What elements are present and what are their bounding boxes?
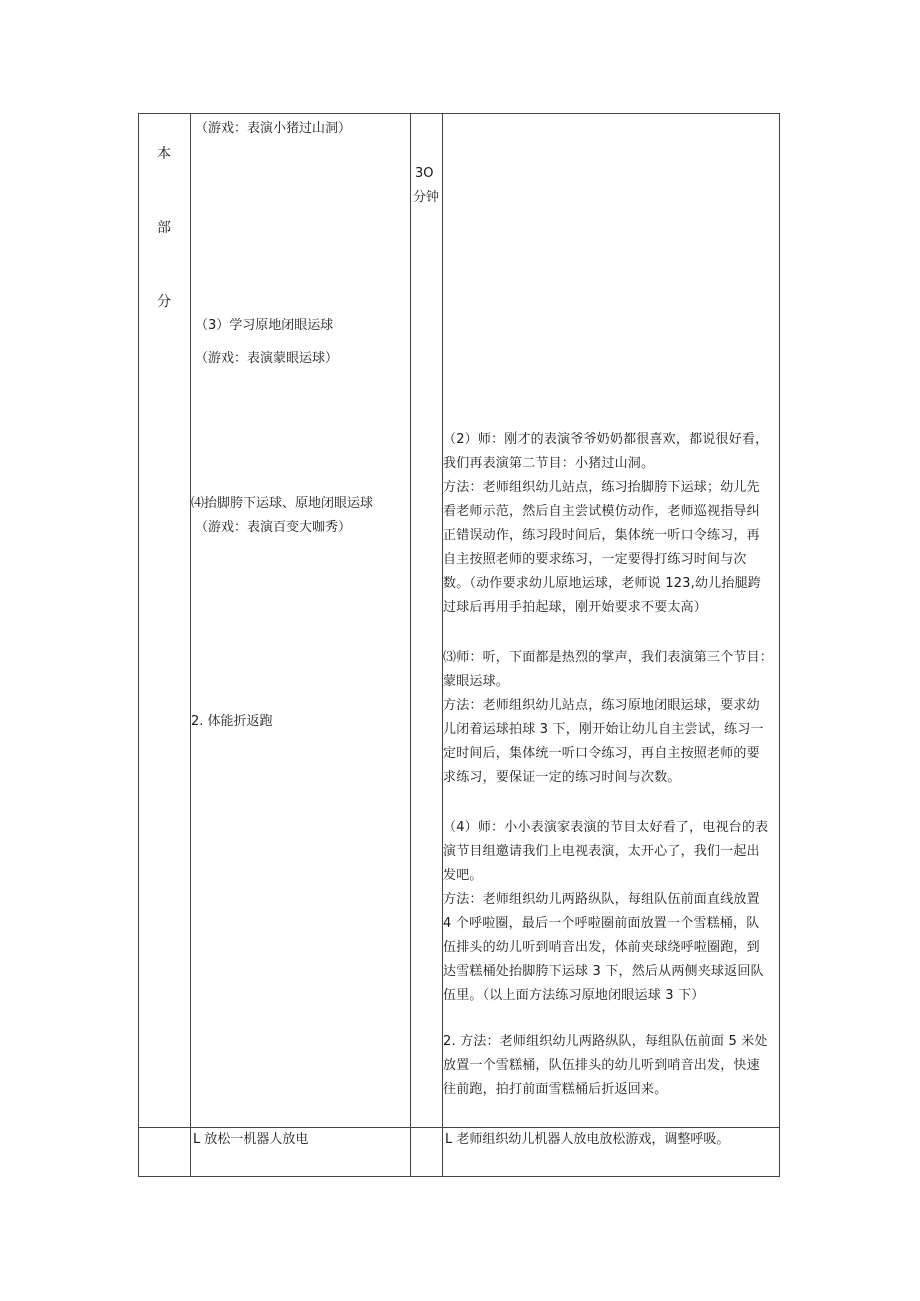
lesson-table [138,113,780,1177]
section-char: 本 [157,146,171,162]
text-line: 蒙眼运球。 [443,674,510,689]
text-line: 往前跑，拍打前面雪糕桶后折返回来。 [443,1082,668,1097]
item-4: ⑷抬脚胯下运球、原地闭眼运球 [191,496,374,511]
text-line: 发吧。 [443,868,483,883]
text-line: 方法：老师组织幼儿站点，练习抬脚胯下运球；幼儿先 [443,480,760,495]
text-line: 放置一个雪糕桶，队伍排头的幼儿听到哨音出发，快速 [443,1058,760,1073]
text-line: 自主按照老师的要求练习，一定要得打练习时间与次 [443,552,747,567]
text-line: 2. 方法：老师组织幼儿两路纵队，每组队伍前面 5 米处 [443,1034,768,1049]
item-3: （3）学习原地闭眼运球 [195,318,334,333]
text-line: 演节目组邀请我们上电视表演，太开心了，我们一起出 [443,844,760,859]
column-divider [190,114,191,1176]
text-line: 定时间后，集体统一听口令练习，再自主按照老师的要 [443,746,760,761]
relax-item: L 放松一机器人放电 [193,1132,309,1147]
text-line: 伍排头的幼儿听到哨音出发，体前夹球绕呼啦圈跑，到 [443,940,760,955]
column-divider [442,114,443,1176]
text-line: （2）师：刚才的表演爷爷奶奶都很喜欢，都说很好看， [443,432,769,447]
section-char: 部 [157,220,171,236]
time-unit: 分钟 [413,190,440,205]
section-char: 分 [157,294,171,310]
game-1: （游戏：表演小猪过山洞） [195,121,352,136]
text-line: 伍里。（以上面方法练习原地闭眼运球 3 下） [443,988,705,1003]
method-4 [443,816,779,1008]
text-line: 4 个呼啦圈，最后一个呼啦圈前面放置一个雪糕桶，队 [443,916,760,931]
method-3 [443,646,779,790]
method-2 [443,428,779,620]
game-4: （游戏：表演百变大咖秀） [195,520,352,535]
row-divider [139,1127,779,1128]
text-line: 看老师示范，然后自主尝试模仿动作，老师巡视指导纠 [443,504,760,519]
text-line: 儿闭着运球拍球 3 下，刚开始让幼儿自主尝试，练习一 [443,722,764,737]
text-line: 求练习，要保证一定的练习时间与次数。 [443,770,681,785]
text-line: 我们再表演第二节目：小猪过山洞。 [443,456,655,471]
text-line: 正错误动作，练习段时间后，集体统一听口令练习，再 [443,528,760,543]
text-line: 数。（动作要求幼儿原地运球，老师说 123,幼儿抬腿跨 [443,576,761,591]
text-line: 过球后再用手拍起球，刚开始要求不要太高） [443,600,708,615]
game-3: （游戏：表演蒙眼运球） [195,351,339,366]
method-5 [443,1030,779,1102]
text-line: ⑶师：听，下面都是热烈的掌声，我们表演第三个节目： [443,650,774,665]
text-line: 方法：老师组织幼儿两路纵队，每组队伍前面直线放置 [443,892,760,907]
column-divider [410,114,411,1176]
text-line: 方法：老师组织幼儿站点，练习原地闭眼运球，要求幼 [443,698,760,713]
item-2: 2. 体能折返跑 [191,714,273,729]
time-value: 3O [415,166,434,181]
text-line: 达雪糕桶处抬脚胯下运球 3 下，然后从两侧夹球返回队 [443,964,764,979]
relax-method: L 老师组织幼儿机器人放电放松游戏，调整呼吸。 [445,1132,730,1147]
text-line: （4）师：小小表演家表演的节目太好看了，电视台的表 [443,820,769,835]
